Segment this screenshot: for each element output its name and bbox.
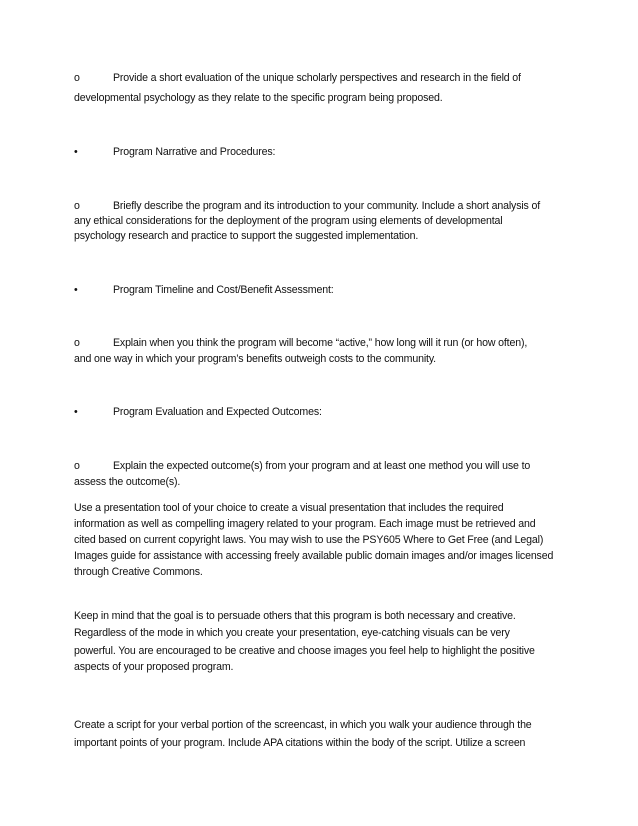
bullet-marker: • — [74, 146, 78, 158]
evaluation-text-line: developmental psychology as they relate to the specific program being proposed. — [74, 92, 443, 104]
sub-bullet-marker: o — [74, 72, 80, 84]
paragraph-presentation-line: Images guide for assistance with accessing freely available public domain images and/or images licensed — [74, 550, 554, 562]
paragraph-persuade-line: Regardless of the mode in which you create your presentation, eye-catching visuals can be very — [74, 627, 510, 639]
narrative-text-line: any ethical considerations for the deployment of the program using elements of developmental — [74, 215, 503, 227]
heading-program-evaluation: Program Evaluation and Expected Outcomes: — [113, 406, 322, 418]
timeline-text-line: Explain when you think the program will become “active,” how long will it run (or how often), — [113, 337, 528, 349]
outcomes-text-line: assess the outcome(s). — [74, 476, 181, 488]
bullet-marker: • — [74, 284, 78, 296]
sub-bullet-marker: o — [74, 460, 80, 472]
heading-program-narrative: Program Narrative and Procedures: — [113, 146, 276, 158]
paragraph-script-line: Create a script for your verbal portion of the screencast, in which you walk your audience through the — [74, 719, 532, 731]
paragraph-script-line: important points of your program. Include APA citations within the body of the script. Utilize a screen — [74, 737, 526, 749]
bullet-marker: • — [74, 406, 78, 418]
timeline-text-line: and one way in which your program’s benefits outweigh costs to the community. — [74, 353, 436, 365]
paragraph-presentation-line: information as well as compelling imagery related to your program. Each image must be retrieved and — [74, 518, 536, 530]
paragraph-persuade-line: Keep in mind that the goal is to persuade others that this program is both necessary and creative. — [74, 610, 516, 622]
paragraph-presentation-line: Use a presentation tool of your choice to create a visual presentation that includes the required — [74, 502, 504, 514]
sub-bullet-marker: o — [74, 200, 80, 212]
paragraph-persuade-line: powerful. You are encouraged to be creative and choose images you feel help to highlight the positive — [74, 645, 535, 657]
paragraph-persuade-line: aspects of your proposed program. — [74, 661, 234, 673]
paragraph-presentation-line: through Creative Commons. — [74, 566, 203, 578]
sub-bullet-marker: o — [74, 337, 80, 349]
outcomes-text-line: Explain the expected outcome(s) from your program and at least one method you will use to — [113, 460, 531, 472]
paragraph-presentation-line: cited based on current copyright laws. You may wish to use the PSY605 Where to Get Free (and Legal) — [74, 534, 544, 546]
heading-program-timeline: Program Timeline and Cost/Benefit Assessment: — [113, 284, 334, 296]
narrative-text-line: Briefly describe the program and its introduction to your community. Include a short analysis of — [113, 200, 541, 212]
evaluation-text-line: Provide a short evaluation of the unique scholarly perspectives and research in the field of — [113, 72, 521, 84]
narrative-text-line: psychology research and practice to support the suggested implementation. — [74, 230, 419, 242]
